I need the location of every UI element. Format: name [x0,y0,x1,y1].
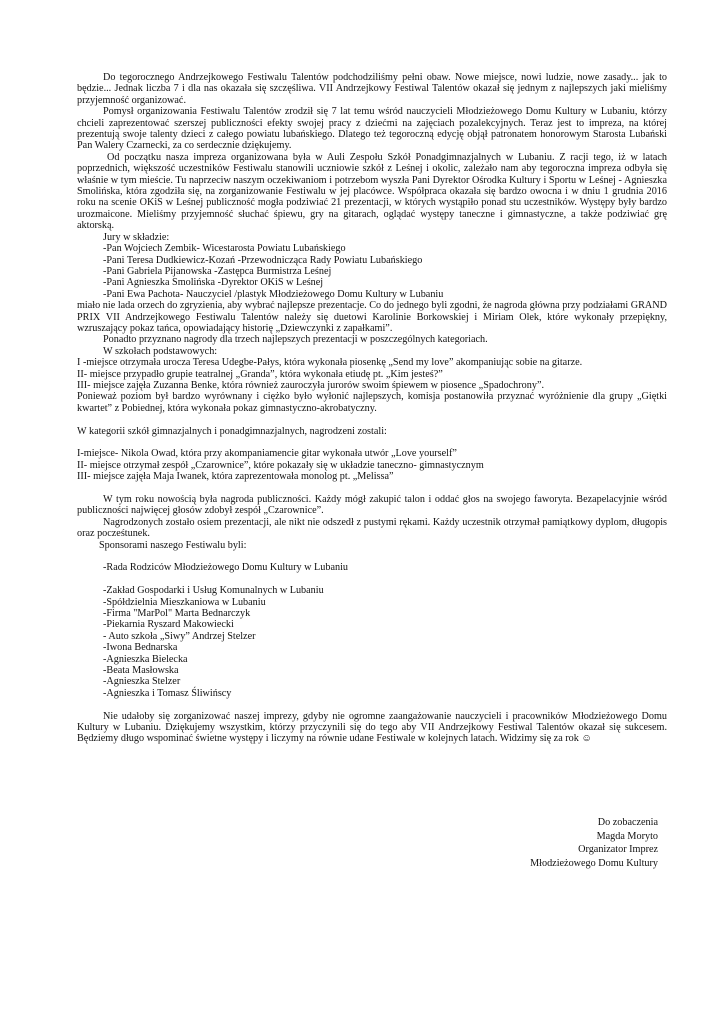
primary-award: II- miejsce przypadło grupie teatralnej „Granda”, która wykonała etiudę pt. „Kim jesteś?” [77,368,443,380]
jury-member: -Pani Gabriela Pijanowska -Zastępca Burmistrza Leśnej [103,265,332,277]
jury-member: -Pani Teresa Dudkiewicz-Kozań -Przewodnicząca Rady Powiatu Lubańskiego [103,254,423,266]
secondary-award: II- miejsce otrzymał zespół „Czarownice”, które pokazały się w układzie taneczno- gimnastycznym [77,459,484,471]
jury-heading: Jury w składzie: [103,231,170,243]
signature-block [530,816,658,870]
sponsor-item: -Spółdzielnia Mieszkaniowa w Lubaniu [103,596,266,608]
jury-member: -Pani Agnieszka Smolińska -Dyrektor OKiS w Leśnej [103,277,324,289]
sponsor-item: -Zakład Gospodarki i Usług Komunalnych w Lubaniu [103,585,324,597]
signature-role: Organizator Imprez [578,844,658,855]
sponsor-item: -Agnieszka i Tomasz Śliwińscy [103,687,232,699]
jury-decision: miało nie lada orzech do zgryzienia, aby wybrać najlepsze prezentacje. Co do jednego byli zgodni, że nagroda główna przy podziałami GRAND PRIX VII Andrzejkowego Festiwalu Talentów należy się duetowi Karolinie Borkowskiej i Miriam Olek, które wykonały przepiękny, wzruszający pokaz tańca, opowiadający historię „Dziewczynki z zapałkami”. [77,300,667,334]
signature-name: Magda Moryto [596,830,658,842]
secondary-award: III- miejsce zajęła Maja Iwanek, która zaprezentowała monolog pt. „Melissa” [77,471,394,483]
audience-paragraph-2: Nagrodzonych zostało osiem prezentacji, ale nikt nie odszedł z pustymi rękami. Każdy uczestnik otrzymał pamiątkowy dyplom, długopis oraz pocześtunek. [77,516,667,540]
signature-farewell: Do zobaczenia [597,817,658,828]
sponsor-item: -Iwona Bednarska [103,642,178,654]
sponsor-item: -Agnieszka Bielecka [103,653,188,665]
sponsors-list [77,562,667,699]
sponsor-item: -Beata Masłowska [103,665,179,677]
sponsors-heading: Sponsorami naszego Festiwalu byli: [99,539,247,551]
distinction-text: Ponieważ poziom był bardzo wyrównany i ciężko było wyłonić najlepszych, komisja postanowiła przyznać wyróżnienie dla grupy „Giętki kwartet” z Pobiednej, która wykonała pokaz gimnastyczno-akrobatyczny. [77,391,667,414]
intro-paragraph-2: Pomysł organizowania Festiwalu Talentów zrodził się 7 lat temu wśród nauczycieli Młodzieżowego Domu Kultury w Lubaniu, którzy chcieli zaprezentować szerszej publiczności efekty swojej pracy z dziećmi na zajęciach pozalekcyjnych. Teraz jest to impreza, na której prezentują swoje talenty dzieci z całego powiatu lubańskiego. Dlatego też tegoroczną edycję objął patronatem honorowym Starosta Lubański Pan Walery Czarnecki, za co serdecznie dziękujemy. [77,106,667,152]
awards-intro: Ponadto przyznano nagrody dla trzech najlepszych prezentacji w poszczególnych kategoriach. [103,334,488,346]
primary-heading: W szkołach podstawowych: [103,345,218,357]
primary-award: I -miejsce otrzymała urocza Teresa Udegbe-Pałys, która wykonała piosenkę „Send my love” akompaniując sobie na gitarze. [77,357,583,369]
sponsor-item: -Piekarnia Ryszard Makowiecki [103,619,234,631]
secondary-award: I-miejsce- Nikola Owad, która przy akompaniamencie gitar wykonała utwór „Love yourself” [77,448,457,460]
audience-paragraph-1: W tym roku nowością była nagroda publiczności. Każdy mógł zakupić talon i oddać głos na swojego faworyta. Bezapelacyjnie wśród publiczności najwięcej głosów zdobył zespół „Czarownice”. [77,493,667,517]
primary-award: III- miejsce zajęła Zuzanna Benke, która również zauroczyła jurorów swoim śpiewem w piosence „Spadochrony”. [77,379,545,391]
sponsor-item: -Firma "MarPol" Marta Bednarczyk [103,608,251,620]
jury-member: -Pan Wojciech Zembik- Wicestarosta Powiatu Lubańskiego [103,243,346,255]
jury-list [77,232,667,300]
sponsor-item: -Agnieszka Stelzer [103,676,181,688]
signature-institution: Młodzieżowego Domu Kultury [530,857,658,869]
closing-paragraph: Nie udałoby się zorganizować naszej imprezy, gdyby nie ogromne zaangażowanie nauczycieli i pracowników Młodzieżowego Domu Kultury w Lubaniu. Dziękujemy wszystkim, którzy przyczynili się do tego aby VII Andrzejkowy Festiwal Talentów okazał się sukcesem. Będziemy długo wspominać świetne występy i liczymy na równie udane Festiwale w kolejnych latach. Widzimy się za rok ☺ [77,710,667,745]
sponsor-item: -Rada Rodziców Młodzieżowego Domu Kultury w Lubaniu [103,562,349,574]
document-body [77,72,667,745]
intro-paragraph-1: Do tegorocznego Andrzejkowego Festiwalu Talentów podchodziliśmy pełni obaw. Nowe miejsce, nowi ludzie, nowe zasady... jak to będzie... Jednak liczba 7 i dla nas okazała się szczęśliwa. VII Andrzejkowy Festiwal Talentów okazał się jednym z najlepszych jaki mieliśmy przyjemność organizować. [77,72,667,106]
intro-paragraph-3: Od początku nasza impreza organizowana była w Auli Zespołu Szkół Ponadgimnazjalnych w Lubaniu. Z racji tego, iż w latach poprzednich, większość uczestników Festiwalu stanowili uczniowie szkół z Leśnej i okolic, zależało nam aby tegoroczna impreza odbyła się właśnie w tym mieście. Tu naprzeciw naszym oczekiwaniom i potrzebom wyszła Pani Dyrektor Ośrodka Kultury i Sportu w Leśnej - Agnieszka Smolińska, która zgodziła się, na zorganizowanie Festiwalu w jej placówce. Współpraca okazała się bardzo owocna i w dniu 1 grudnia 2016 roku na scenie OKiS w Leśnej publiczność mogła podziwiać 21 prezentacji, w których wystąpiło ponad stu uczestników. Występy były bardzo urozmaicone. Mieliśmy przyjemność słuchać śpiewu, gry na gitarach, oglądać występy taneczne i gimnastyczne, a także podziwiać grę aktorską. [77,151,667,232]
jury-member: -Pani Ewa Pachota- Nauczyciel /plastyk Młodzieżowego Domu Kultury w Lubaniu [103,288,444,300]
sponsor-item: - Auto szkoła „Siwy” Andrzej Stelzer [103,630,256,642]
secondary-heading: W kategorii szkół gimnazjalnych i ponadgimnazjalnych, nagrodzeni zostali: [77,425,387,437]
